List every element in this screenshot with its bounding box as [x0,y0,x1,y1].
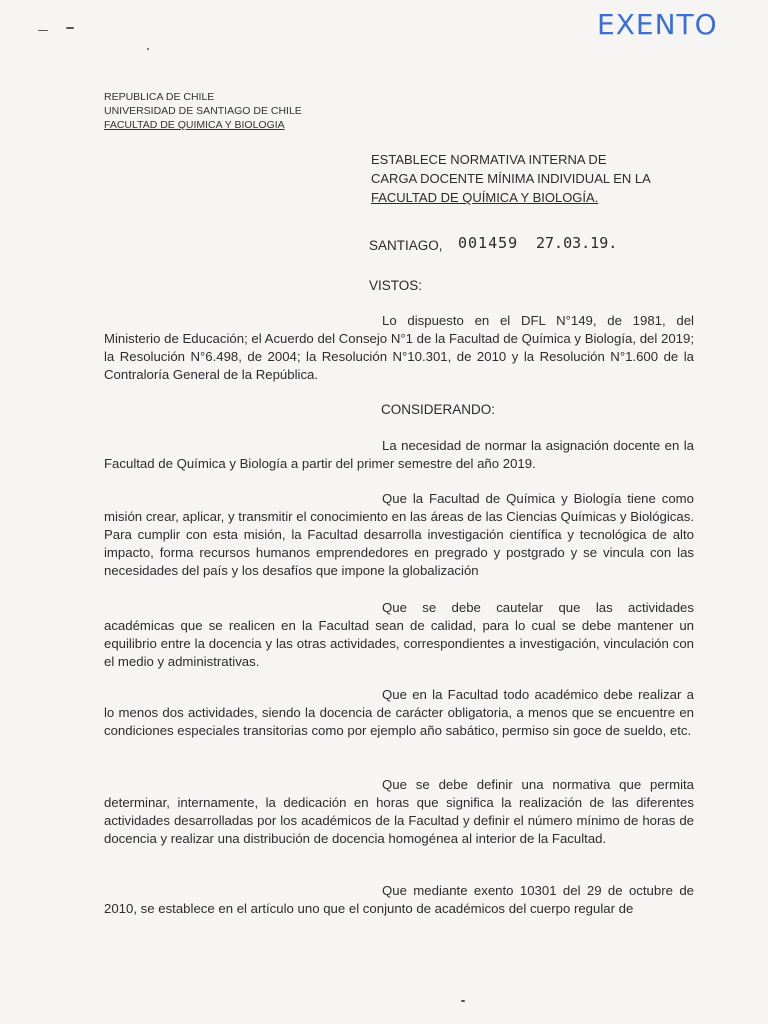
considerando-paragraph-2 [104,490,694,580]
considerando-paragraph-3 [104,599,694,671]
considerando-text-5: Que se debe definir una normativa que permita determinar, internamente, la dedicación en horas que significa la realización de las diferentes actividades desarrolladas por los académicos de la Facultad y definir el número mínimo de horas de docencia y realizar una distribución de docencia homogénea al interior de la Facultad. [104,777,694,846]
document-subject [371,150,671,207]
considerando-paragraph-4 [104,686,694,740]
considerando-text-3: Que se debe cautelar que las actividades académicas que se realicen en la Facultad sean de calidad, para lo cual se debe mantener un equilibrio entre la docencia y las otras actividades, correspondientes a investigación, vinculación con el medio y administrativas. [104,600,694,669]
document-number: 001459 [458,234,519,252]
header-line-faculty: FACULTAD DE QUIMICA Y BIOLOGIA [104,119,285,131]
document-date: 27.03.19. [536,234,618,252]
institution-header [104,90,302,132]
exento-stamp: EXENTO [597,8,718,41]
considerando-text-2: Que la Facultad de Química y Biología tiene como misión crear, aplicar, y transmitir el conocimiento en las áreas de las Ciencias Químicas y Biológicas. Para cumplir con esta misión, la Facultad desarrolla investigación científica y tecnológica de alto impacto, forma recursos humanos emprendedores en pregrado y postgrado y se vincula con las necesidades del país y los desafíos que impone la globalización [104,491,694,578]
scan-speck [147,48,149,50]
vistos-heading: VISTOS: [369,278,423,293]
considerando-paragraph-5 [104,776,694,848]
scan-speck [461,1000,465,1002]
vistos-text: Lo dispuesto en el DFL N°149, de 1981, del Ministerio de Educación; el Acuerdo del Consejo N°1 de la Facultad de Química y Biología, del 2019; la Resolución N°6.498, de 2004; la Resolución N°10.301, de 2010 y la Resolución N°1.600 de la Contraloría General de la República. [104,313,694,382]
considerando-text-6: Que mediante exento 10301 del 29 de octubre de 2010, se establece en el artículo uno que el conjunto de académicos del cuerpo regular de [104,883,694,916]
subject-line-1: ESTABLECE NORMATIVA INTERNA DE [371,152,607,167]
vistos-paragraph [104,312,694,384]
considerando-text-4: Que en la Facultad todo académico debe realizar a lo menos dos actividades, siendo la docencia de carácter obligatoria, a menos que se encuentre en condiciones especiales transitorias como por ejemplo año sabático, permiso sin goce de sueldo, etc. [104,687,694,738]
header-line-university: UNIVERSIDAD DE SANTIAGO DE CHILE [104,105,302,117]
considerando-text-1: La necesidad de normar la asignación docente en la Facultad de Química y Biología a partir del primer semestre del año 2019. [104,438,694,471]
considerando-paragraph-1 [104,437,694,473]
considerando-heading: CONSIDERANDO: [381,402,496,417]
header-line-country: REPUBLICA DE CHILE [104,91,215,103]
subject-line-2: CARGA DOCENTE MÍNIMA INDIVIDUAL EN LA [371,171,651,186]
considerando-paragraph-6 [104,882,694,918]
place-label: SANTIAGO, [369,238,443,253]
scan-speck [38,30,48,31]
subject-line-3: FACULTAD DE QUÍMICA Y BIOLOGÍA. [371,190,599,205]
scan-speck [66,27,74,29]
